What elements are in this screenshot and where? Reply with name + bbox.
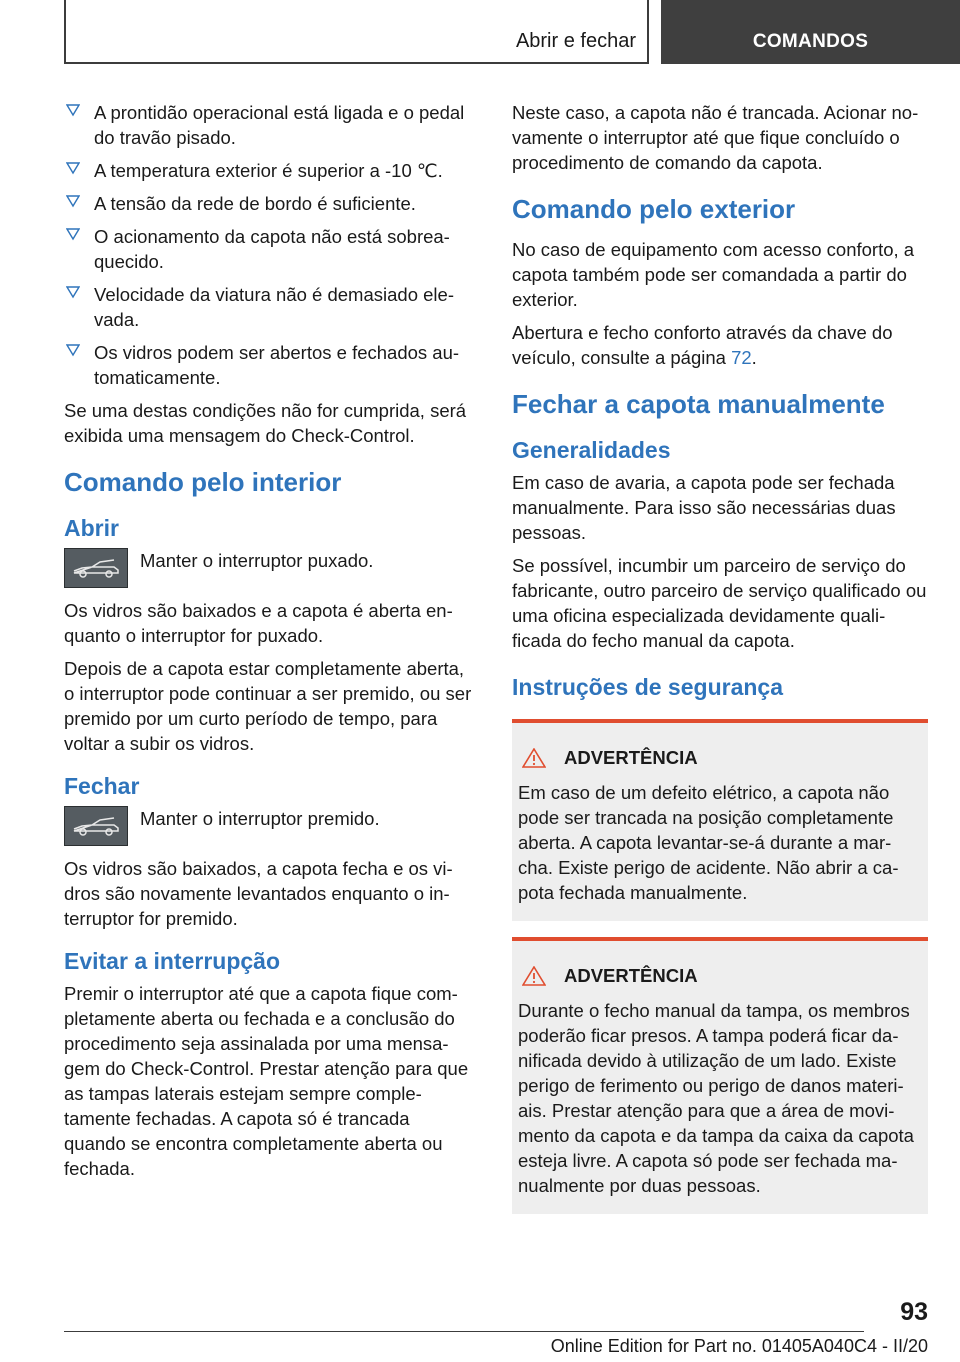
list-item: Os vidros podem ser abertos e fechados au‐ tomaticamente. [64,340,476,390]
warning-box [512,719,928,921]
convertible-switch-icon [64,548,128,588]
page-number: 93 [900,1298,928,1326]
page-reference-link[interactable]: 72 [731,347,752,368]
abrir-paragraph-2: Depois de a capota estar completamente aberta, o interruptor pode continuar a ser premido, ou ser premido por um curto período de tempo, para voltar a subir os vidros. [64,658,472,754]
heading-manual: Fechar a capota manualmente [512,389,885,419]
evitar-paragraph: Premir o interruptor até que a capota fique com‐ pletamente aberta ou fechada e a conclusão do procedimento seja assinalada por uma mensa‐ gem do Check-Control. Prestar atenção para que as tampas laterais estejam sempre comple‐ tamente fechadas. A capota só é trancada quando se encontra completamente aberta ou fechada. [64,983,469,1179]
list-item: A tensão da rede de bordo é suficiente. [64,191,476,216]
list-item: A temperatura exterior é superior a -10 ℃. [64,158,476,183]
footer-divider [64,1331,864,1332]
bullet-triangle-icon [66,227,80,241]
fechar-switch-text: Manter o interruptor premido. [140,808,380,829]
abrir-switch-row [64,548,476,588]
exterior-paragraph-2: Abertura e fecho conforto através da chave do veículo, consulte a página 72. [512,322,893,368]
list-item: O acionamento da capota não está sobrea‐ quecido. [64,224,476,274]
warning-title: ADVERTÊNCIA [564,965,698,986]
right-column [512,100,928,1230]
warning-triangle-icon [522,748,546,768]
bullet-triangle-icon [66,103,80,117]
list-item: A prontidão operacional está ligada e o pedal do travão pisado. [64,100,476,150]
bullet-triangle-icon [66,285,80,299]
fechar-switch-row [64,806,476,846]
warning-box [512,937,928,1214]
warning-text: Durante o fecho manual da tampa, os membros poderão ficar presos. A tampa poderá ficar da‐ nificada devido à utilização de um lado. Existe perigo de ferimento ou perigo de danos materi‐ ais. Prestar atenção para que a área de movi‐ mento da capota e da tampa da caixa da capota esteja livre. A capota só pode ser fechada ma‐ nualmente por duas pessoas. [518,1000,914,1196]
warning-title: ADVERTÊNCIA [564,747,698,768]
right-top-paragraph: Neste caso, a capota não é trancada. Acionar no‐ vamente o interruptor até que fique concluído o procedimento de comando da capota. [512,102,919,173]
footer-edition: Online Edition for Part no. 01405A040C4 - II/20 [550,1336,928,1356]
conditions-list [64,100,476,390]
abrir-switch-text: Manter o interruptor puxado. [140,550,374,571]
heading-fechar: Fechar [64,773,140,799]
header-chapter-tab: COMANDOS [661,0,960,64]
header-section-title: Abrir e fechar [515,30,636,52]
heading-interior: Comando pelo interior [64,467,342,497]
heading-abrir: Abrir [64,515,119,541]
left-column [64,100,476,1189]
bullet-triangle-icon [66,194,80,208]
heading-generalidades: Generalidades [512,437,671,463]
exterior-paragraph-1: No caso de equipamento com acesso conforto, a capota também pode ser comandada a partir do exterior. [512,239,915,310]
bullet-triangle-icon [66,161,80,175]
list-item: Velocidade da viatura não é demasiado ele‐ vada. [64,282,476,332]
heading-evitar: Evitar a interrupção [64,948,281,974]
convertible-switch-icon [64,806,128,846]
conditions-note: Se uma destas condições não for cumprida, será exibida uma mensagem do Check-Control. [64,400,467,446]
warning-triangle-icon [522,966,546,986]
heading-safety: Instruções de segurança [512,674,783,700]
general-paragraph-1: Em caso de avaria, a capota pode ser fechada manualmente. Para isso são necessárias duas pessoas. [512,472,896,543]
general-paragraph-2: Se possível, incumbir um parceiro de serviço do fabricante, outro parceiro de serviço qualificado ou uma oficina especializada devidamente quali‐ ficada do fecho manual da capota. [512,555,927,651]
fechar-paragraph-1: Os vidros são baixados, a capota fecha e os vi‐ dros são novamente levantados enquanto o in‐ terruptor for premido. [64,858,453,929]
heading-exterior: Comando pelo exterior [512,194,796,224]
abrir-paragraph-1: Os vidros são baixados e a capota é aberta en‐ quanto o interruptor for puxado. [64,600,453,646]
bullet-triangle-icon [66,343,80,357]
warning-text: Em caso de um defeito elétrico, a capota não pode ser trancada na posição completamente aberta. A capota levantar-se-á durante a mar‐ cha. Existe perigo de acidente. Não abrir a ca‐ pota fechada manualmente. [518,782,899,903]
